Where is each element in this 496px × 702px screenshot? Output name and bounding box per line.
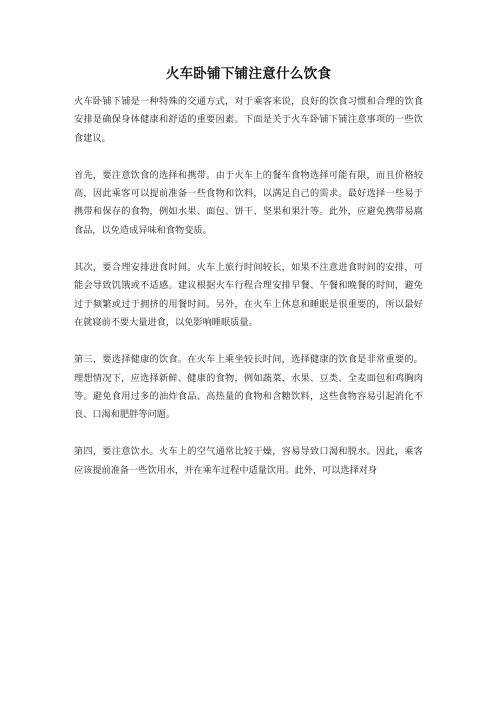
paragraph-first: 首先，要注意饮食的选择和携带。由于火车上的餐车食物选择可能有限，而且价格较高，因此乘客可以提前准备一些食物和饮料，以满足自己的需求。最好选择一些易于携带和保存的食物，例如水果、面包、饼干、坚果和果汁等。此外，应避免携带易腐食品，以免造成异味和食物变质。 bbox=[74, 169, 423, 236]
document-title: 火车卧铺下铺注意什么饮食 bbox=[165, 66, 332, 82]
paragraph-third: 第三，要选择健康的饮食。在火车上乘坐较长时间，选择健康的饮食是非常重要的。理想情况下，应选择新鲜、健康的食物，例如蔬菜、水果、豆类、全麦面包和鸡胸肉等。避免食用过多的油炸食品、高热量的食物和含糖饮料，这些食物容易引起消化不良、口渴和肥胖等问题。 bbox=[74, 354, 423, 421]
paragraph-intro: 火车卧铺下铺是一种特殊的交通方式，对于乘客来说，良好的饮食习惯和合理的饮食安排是确保身体健康和舒适的重要因素。下面是关于火车卧铺下铺注意事项的一些饮食建议。 bbox=[74, 96, 423, 144]
paragraph-second: 其次，要合理安排进食时间。火车上旅行时间较长，如果不注意进食时间的安排，可能会导致饥饿或不适感。建议根据火车行程合理安排早餐、午餐和晚餐的时间，避免过于频繁或过于拥挤的用餐时间。另外，在火车上休息和睡眠是很重要的，所以最好在就寝前不要大量进食，以免影响睡眠质量。 bbox=[74, 262, 423, 328]
paragraph-fourth: 第四，要注意饮水。火车上的空气通常比较干燥，容易导致口渴和脱水。因此，乘客应该提前准备一些饮用水，并在乘车过程中适量饮用。此外，可以选择对身 bbox=[74, 446, 423, 476]
